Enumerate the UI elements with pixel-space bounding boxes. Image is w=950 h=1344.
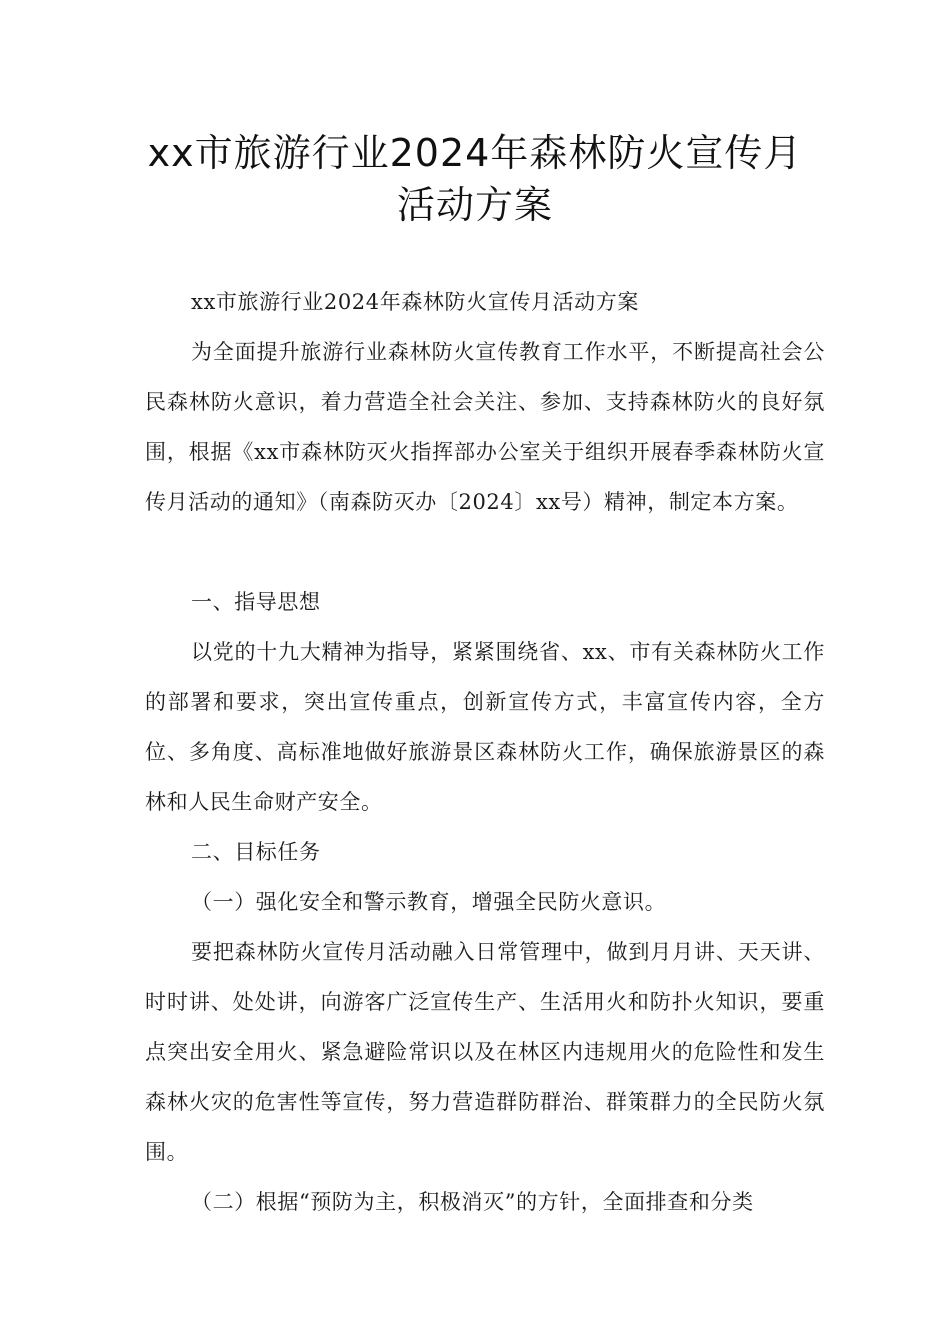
paragraph-guiding-ideology: 以党的十九大精神为指导，紧紧围绕省、xx、市有关森林防火工作的部署和要求，突出宣传重点，创新宣传方式，丰富宣传内容，全方位、多角度、高标准地做好旅游景区森林防火工作，确保旅游景区的森林和人民生命财产安全。 (145, 640, 825, 814)
subsection-heading-1: （一）强化安全和警示教育，增强全民防火意识。 (191, 890, 667, 914)
document-subtitle: xx市旅游行业2024年森林防火宣传月活动方案 (191, 290, 639, 314)
paragraph-intro: 为全面提升旅游行业森林防火宣传教育工作水平，不断提高社会公民森林防火意识，着力营造全社会关注、参加、支持森林防火的良好氛围，根据《xx市森林防灭火指挥部办公室关于组织开展春季森林防火宣传月活动的通知》（南森防灭办〔2024〕xx号）精神，制定本方案。 (145, 340, 825, 514)
document-title-line1: xx市旅游行业2024年森林防火宣传月 (147, 131, 803, 175)
section-heading-guiding-ideology: 一、指导思想 (191, 590, 321, 614)
section-heading-objectives: 二、目标任务 (191, 840, 321, 864)
paragraph-objective-1: 要把森林防火宣传月活动融入日常管理中，做到月月讲、天天讲、时时讲、处处讲，向游客广泛宣传生产、生活用火和防扑火知识，要重点突出安全用火、紧急避险常识以及在林区内违规用火的危险性和发生森林火灾的危害性等宣传，努力营造群防群治、群策群力的全民防火氛围。 (145, 940, 825, 1164)
document-title-line2: 活动方案 (396, 183, 553, 227)
subsection-heading-2: （二）根据“预防为主，积极消灭”的方针，全面排查和分类 (191, 1190, 754, 1214)
